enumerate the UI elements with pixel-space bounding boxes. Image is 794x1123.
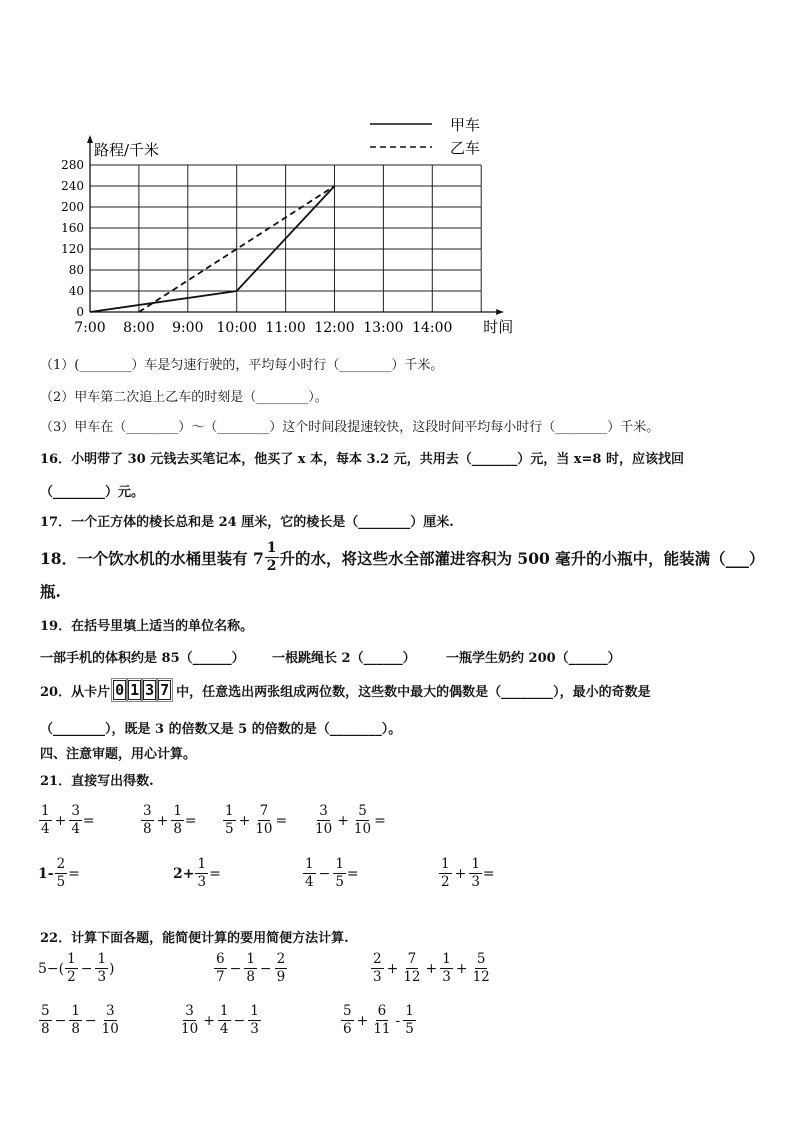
q19-item-b: 一根跳绳长 2（______） — [272, 651, 416, 666]
fraction — [171, 803, 184, 838]
denominator: 10 — [181, 1021, 199, 1037]
y-tick-label: 40 — [68, 284, 84, 298]
operator: − — [80, 960, 93, 977]
q15-part1: （1）(________）车是匀速行驶的，平均每小时行（________）千米。 — [40, 358, 444, 373]
fraction — [403, 1003, 416, 1038]
equals: = — [184, 812, 197, 829]
numerator: 6 — [377, 1003, 387, 1019]
q20-line2: （________），既是 3 的倍数又是 5 的倍数的是（________）。 — [40, 722, 402, 737]
section-heading: 四、注意审题，用心计算。 — [40, 747, 197, 762]
operator: + — [156, 812, 169, 829]
denominator: 5 — [225, 821, 234, 837]
q15-part3: （3）甲车在（________）～（________）这个时间段提速较快，这段时间平均每小时行（________）千米。 — [40, 420, 660, 435]
numerator: 1 — [97, 951, 107, 967]
x-tick-label: 12:00 — [314, 320, 355, 336]
numerator: 5 — [41, 1003, 50, 1019]
fraction — [439, 856, 452, 891]
denominator: 4 — [41, 821, 50, 837]
numerator: 1 — [71, 1003, 80, 1019]
fraction — [39, 803, 52, 838]
denominator: 4 — [219, 1021, 229, 1037]
operator: + — [203, 1012, 215, 1029]
denominator: 8 — [71, 1021, 80, 1037]
denominator: 10 — [101, 1021, 119, 1037]
q16-line1: 16．小明带了 30 元钱去买笔记本，他买了 x 本，每本 3.2 元，共用去（_______）元，当 x=8 时，应该找回 — [40, 452, 684, 467]
numerator: 7 — [407, 951, 417, 967]
numerator: 2 — [56, 856, 66, 872]
fraction — [440, 951, 453, 986]
numerator: 3 — [71, 803, 80, 819]
fraction — [303, 856, 316, 891]
x-tick-label: 7:00 — [74, 320, 106, 336]
fraction — [223, 803, 236, 838]
fraction — [55, 856, 68, 891]
denominator: 3 — [197, 874, 207, 890]
numerator: 3 — [319, 803, 328, 819]
fraction — [69, 803, 82, 838]
q20-text-post: 中，任意选出两张组成两位数，这些数中最大的偶数是（________），最小的奇数是 — [176, 684, 651, 700]
q22-title: 22．计算下面各题，能简便计算的要用简便方法计算. — [40, 931, 349, 946]
numerator: 1 — [173, 803, 182, 819]
q22-expr-6 — [340, 1003, 417, 1038]
fraction — [69, 1003, 82, 1038]
numerator: 1 — [305, 856, 314, 872]
q17: 17．一个正方体的棱长总和是 24 厘米，它的棱长是（________）厘米. — [40, 515, 454, 530]
fraction — [218, 1003, 231, 1038]
denominator: 10 — [353, 821, 372, 837]
q21-expr-4 — [312, 803, 386, 838]
denominator: 5 — [335, 874, 344, 890]
equals: = — [275, 812, 288, 829]
number-cards — [113, 680, 173, 700]
denominator: 9 — [276, 969, 286, 985]
card-3: 3 — [145, 681, 155, 699]
x-tick-label: 13:00 — [363, 320, 404, 336]
y-axis-label: 路程/千米 — [94, 141, 160, 159]
x-tick-label: 9:00 — [172, 320, 204, 336]
fraction — [244, 951, 257, 986]
y-tick-label: 80 — [68, 263, 84, 277]
fraction — [100, 1003, 121, 1038]
numerator: 1 — [67, 951, 76, 967]
fraction — [469, 856, 482, 891]
q19-item-a: 一部手机的体积约是 85（______） — [40, 651, 245, 666]
denominator: 2 — [67, 969, 76, 985]
q22-expr-3 — [370, 951, 493, 986]
fraction — [313, 803, 334, 838]
operator: - — [395, 1012, 401, 1029]
q22-expr-2 — [213, 951, 288, 986]
denominator: 4 — [71, 821, 80, 837]
equals: = — [374, 812, 386, 829]
denominator: 8 — [246, 969, 255, 985]
fraction — [253, 803, 274, 838]
denominator: 7 — [216, 969, 225, 985]
q22-expr-1 — [38, 951, 115, 986]
q21-expr-7 — [302, 856, 359, 891]
y-tick-label: 0 — [76, 305, 84, 319]
denominator: 3 — [373, 969, 382, 985]
x-axis-label: 时间 — [483, 318, 514, 336]
denominator: 2 — [441, 874, 450, 890]
fraction — [195, 856, 208, 891]
card-7: 7 — [160, 681, 170, 699]
numerator: 2 — [373, 951, 382, 967]
operator: − — [259, 960, 272, 977]
denominator: 12 — [472, 969, 490, 985]
x-tick-label: 14:00 — [412, 320, 453, 336]
fraction — [471, 951, 492, 986]
denominator: 3 — [250, 1021, 259, 1037]
operator: + — [356, 1012, 369, 1029]
operator: + — [54, 812, 67, 829]
fraction-denominator: 2 — [266, 558, 277, 574]
q21-expr-3 — [222, 803, 287, 838]
q16-line2: （________）元。 — [40, 485, 145, 500]
operator: − — [233, 1012, 246, 1029]
operator: + — [425, 960, 438, 977]
equals: = — [209, 865, 221, 882]
denominator: 3 — [442, 969, 451, 985]
y-tick-label: 120 — [61, 242, 84, 256]
denominator: 4 — [305, 874, 314, 890]
operator: + — [337, 812, 349, 829]
numerator: 3 — [143, 803, 152, 819]
operator: − — [318, 865, 331, 882]
denominator: 8 — [41, 1021, 50, 1037]
x-tick-label: 10:00 — [216, 320, 257, 336]
numerator: 1 — [471, 856, 480, 872]
fraction — [371, 951, 384, 986]
y-tick-label: 200 — [61, 200, 84, 214]
denominator: 6 — [343, 1021, 352, 1037]
q22-expr-4 — [38, 1003, 122, 1038]
q18-mixed-fraction — [265, 540, 279, 575]
y-tick-label: 280 — [61, 158, 84, 172]
card-1: 1 — [130, 681, 140, 699]
fraction — [65, 951, 78, 986]
operator: − — [84, 1012, 97, 1029]
q19-title: 19．在括号里填上适当的单位名称。 — [40, 619, 254, 634]
fraction — [371, 1003, 392, 1038]
q20-line1 — [40, 680, 651, 700]
x-tick-label: 8:00 — [123, 320, 155, 336]
q21-expr-1 — [38, 803, 95, 838]
numerator: 5 — [476, 951, 486, 967]
tail: ) — [109, 960, 115, 977]
numerator: 5 — [358, 803, 367, 819]
lead: 2+ — [173, 865, 195, 882]
legend-label-2: 乙车 — [450, 139, 481, 157]
denominator: 11 — [373, 1021, 391, 1037]
numerator: 1 — [405, 1003, 414, 1019]
distance-time-chart — [0, 100, 600, 345]
fraction — [214, 951, 227, 986]
fraction — [275, 951, 288, 986]
numerator: 1 — [246, 951, 255, 967]
numerator: 7 — [259, 803, 269, 819]
q21-expr-6 — [173, 856, 221, 891]
numerator: 1 — [441, 856, 450, 872]
numerator: 2 — [276, 951, 286, 967]
q18-line1 — [40, 540, 764, 575]
denominator: 8 — [173, 821, 182, 837]
fraction — [141, 803, 154, 838]
fraction — [248, 1003, 261, 1038]
numerator: 3 — [185, 1003, 194, 1019]
denominator: 10 — [315, 821, 333, 837]
fraction — [341, 1003, 354, 1038]
operator: + — [238, 812, 251, 829]
operator: − — [54, 1012, 67, 1029]
y-tick-label: 240 — [61, 179, 84, 193]
denominator: 8 — [143, 821, 152, 837]
equals: = — [68, 865, 80, 882]
y-axis-arrow — [87, 135, 93, 143]
fraction — [39, 1003, 52, 1038]
x-tick-label: 11:00 — [265, 320, 306, 336]
denominator: 3 — [471, 874, 480, 890]
numerator: 5 — [343, 1003, 352, 1019]
q22-expr-5 — [178, 1003, 262, 1038]
fraction-numerator: 1 — [266, 540, 277, 556]
numerator: 1 — [442, 951, 451, 967]
q15-part2: （2）甲车第二次追上乙车的时刻是（________）。 — [40, 390, 328, 405]
denominator: 3 — [97, 969, 107, 985]
denominator: 5 — [405, 1021, 414, 1037]
numerator: 3 — [105, 1003, 115, 1019]
q21-expr-8 — [438, 856, 495, 891]
q19-item-c: 一瓶学生奶约 200（______） — [446, 651, 621, 666]
fraction — [95, 951, 108, 986]
numerator: 1 — [197, 856, 207, 872]
numerator: 1 — [335, 856, 344, 872]
q18-text-post: 升的水，将这些水全部灌进容积为 500 毫升的小瓶中，能装满（___） — [279, 548, 765, 568]
fraction — [333, 856, 346, 891]
q21-expr-5 — [38, 856, 80, 891]
fraction — [401, 951, 422, 986]
denominator: 12 — [403, 969, 421, 985]
fraction — [179, 1003, 200, 1038]
lead: 1- — [38, 865, 54, 882]
operator: − — [229, 960, 242, 977]
denominator: 5 — [56, 874, 66, 890]
denominator: 10 — [255, 821, 273, 837]
equals: = — [346, 865, 359, 882]
card-0: 0 — [115, 681, 125, 699]
numerator: 1 — [250, 1003, 259, 1019]
numerator: 1 — [41, 803, 50, 819]
operator: + — [454, 865, 467, 882]
q21-expr-2 — [140, 803, 197, 838]
y-tick-label: 160 — [61, 221, 84, 235]
numerator: 6 — [216, 951, 225, 967]
q21-title: 21．直接写出得数. — [40, 774, 154, 789]
numerator: 1 — [219, 1003, 229, 1019]
x-axis-arrow — [496, 309, 503, 315]
lead: 5−( — [38, 960, 65, 977]
equals: = — [482, 865, 495, 882]
q18-line2: 瓶. — [40, 582, 61, 601]
fraction — [352, 803, 373, 838]
equals: = — [82, 812, 95, 829]
operator: + — [386, 960, 399, 977]
legend-label-1: 甲车 — [450, 116, 481, 134]
operator: + — [455, 960, 468, 977]
q18-text-pre: 18．一个饮水机的水桶里装有 7 — [40, 548, 264, 568]
q20-text-pre: 20．从卡片 — [40, 684, 111, 700]
numerator: 1 — [225, 803, 234, 819]
